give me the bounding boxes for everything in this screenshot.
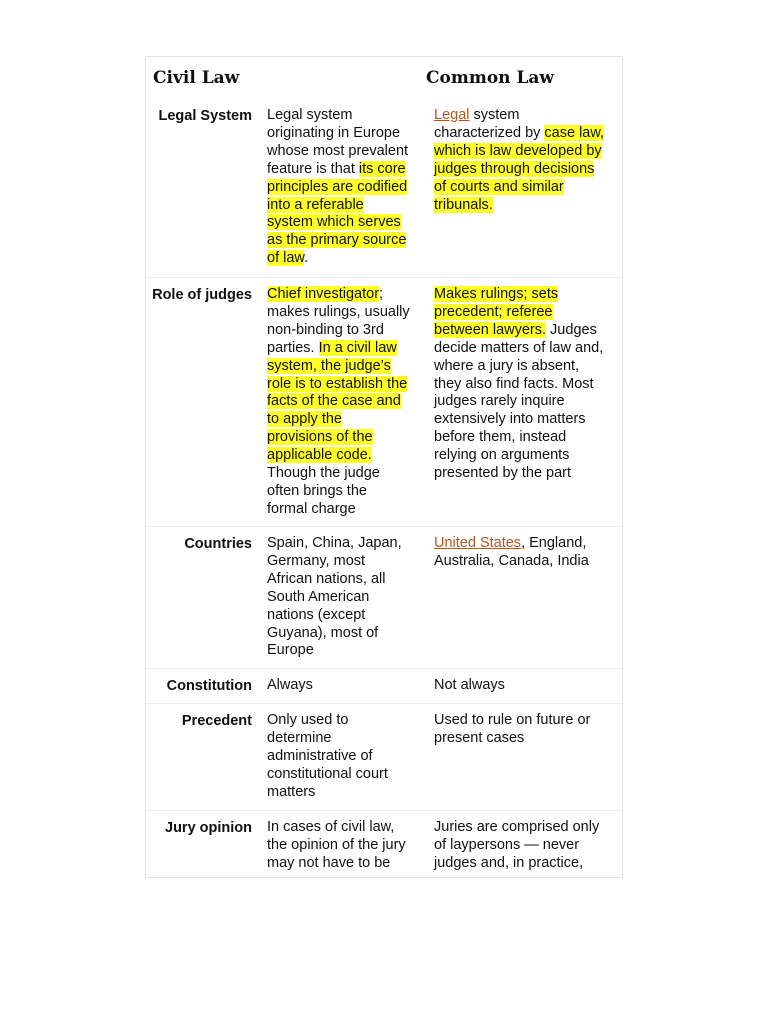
highlighted-text: Makes rulings; sets precedent; referee between lawyers. [434, 286, 559, 338]
common-law-cell [434, 712, 614, 748]
cell-text: . [304, 250, 309, 267]
table-row [146, 277, 622, 527]
highlighted-text: In a civil law system, the judge’s role is to establish the facts of the case and to apply the provisions of the applicable code. [267, 339, 408, 464]
cell-text: Always [267, 677, 313, 693]
cell-text: system characterized by [434, 107, 541, 141]
common-law-cell [434, 677, 614, 695]
cell-text: Though the judge often brings the formal charge [267, 465, 380, 517]
cell-text: , England, Australia, Canada, India [434, 535, 589, 569]
civil-law-cell [267, 819, 417, 873]
row-label: Legal System [158, 108, 252, 124]
civil-law-header: Civil Law [153, 68, 240, 88]
highlighted-text: Chief investigator [267, 286, 380, 302]
cell-text: Legal system originating in Europe whose most prevalent feature is that [267, 107, 409, 177]
text-link[interactable]: Legal [434, 107, 470, 123]
common-law-cell [434, 819, 614, 873]
civil-law-cell [267, 677, 417, 695]
table-row [146, 810, 622, 878]
cell-text: ; makes rulings, usually non-binding to 3rd parties. [267, 286, 410, 356]
civil-law-cell [267, 286, 417, 519]
cell-text: Juries are comprised only of laypersons — never judges and, in practice, [434, 819, 600, 871]
comparison-table [145, 56, 623, 878]
table-row [146, 703, 622, 811]
common-law-cell [434, 286, 614, 483]
row-label: Countries [184, 536, 252, 552]
cell-text: Not always [434, 677, 505, 693]
row-label: Constitution [166, 678, 252, 694]
common-law-cell [434, 535, 614, 571]
cell-text: In cases of civil law, the opinion of the jury may not have to be [267, 819, 406, 871]
row-label: Role of judges [152, 287, 252, 303]
cell-text: Used to rule on future or present cases [434, 712, 591, 746]
highlighted-text: its core principles are codified into a referable system which serves as the primary source of law [267, 160, 408, 267]
row-label: Jury opinion [165, 820, 252, 836]
text-link[interactable]: United States [434, 535, 522, 551]
cell-text: Judges decide matters of law and, where a jury is absent, they also find facts. Most judges rarely inquire extensively into matters before them, instead relying on arguments presented by the part [434, 321, 604, 482]
table-row [146, 526, 622, 669]
table-row [146, 100, 622, 277]
highlighted-text: case law, which is law developed by judges through decisions of courts and similar tribunals. [434, 124, 605, 213]
cell-text: Spain, China, Japan, Germany, most African nations, all South American nations (except Guyana), most of Europe [267, 535, 402, 659]
civil-law-cell [267, 107, 417, 268]
table-row [146, 668, 622, 704]
civil-law-cell [267, 712, 417, 802]
common-law-cell [434, 107, 614, 214]
common-law-header: Common Law [426, 68, 555, 88]
row-label: Precedent [181, 713, 252, 729]
civil-law-cell [267, 535, 417, 660]
cell-text: Only used to determine administrative of constitutional court matters [267, 712, 388, 800]
